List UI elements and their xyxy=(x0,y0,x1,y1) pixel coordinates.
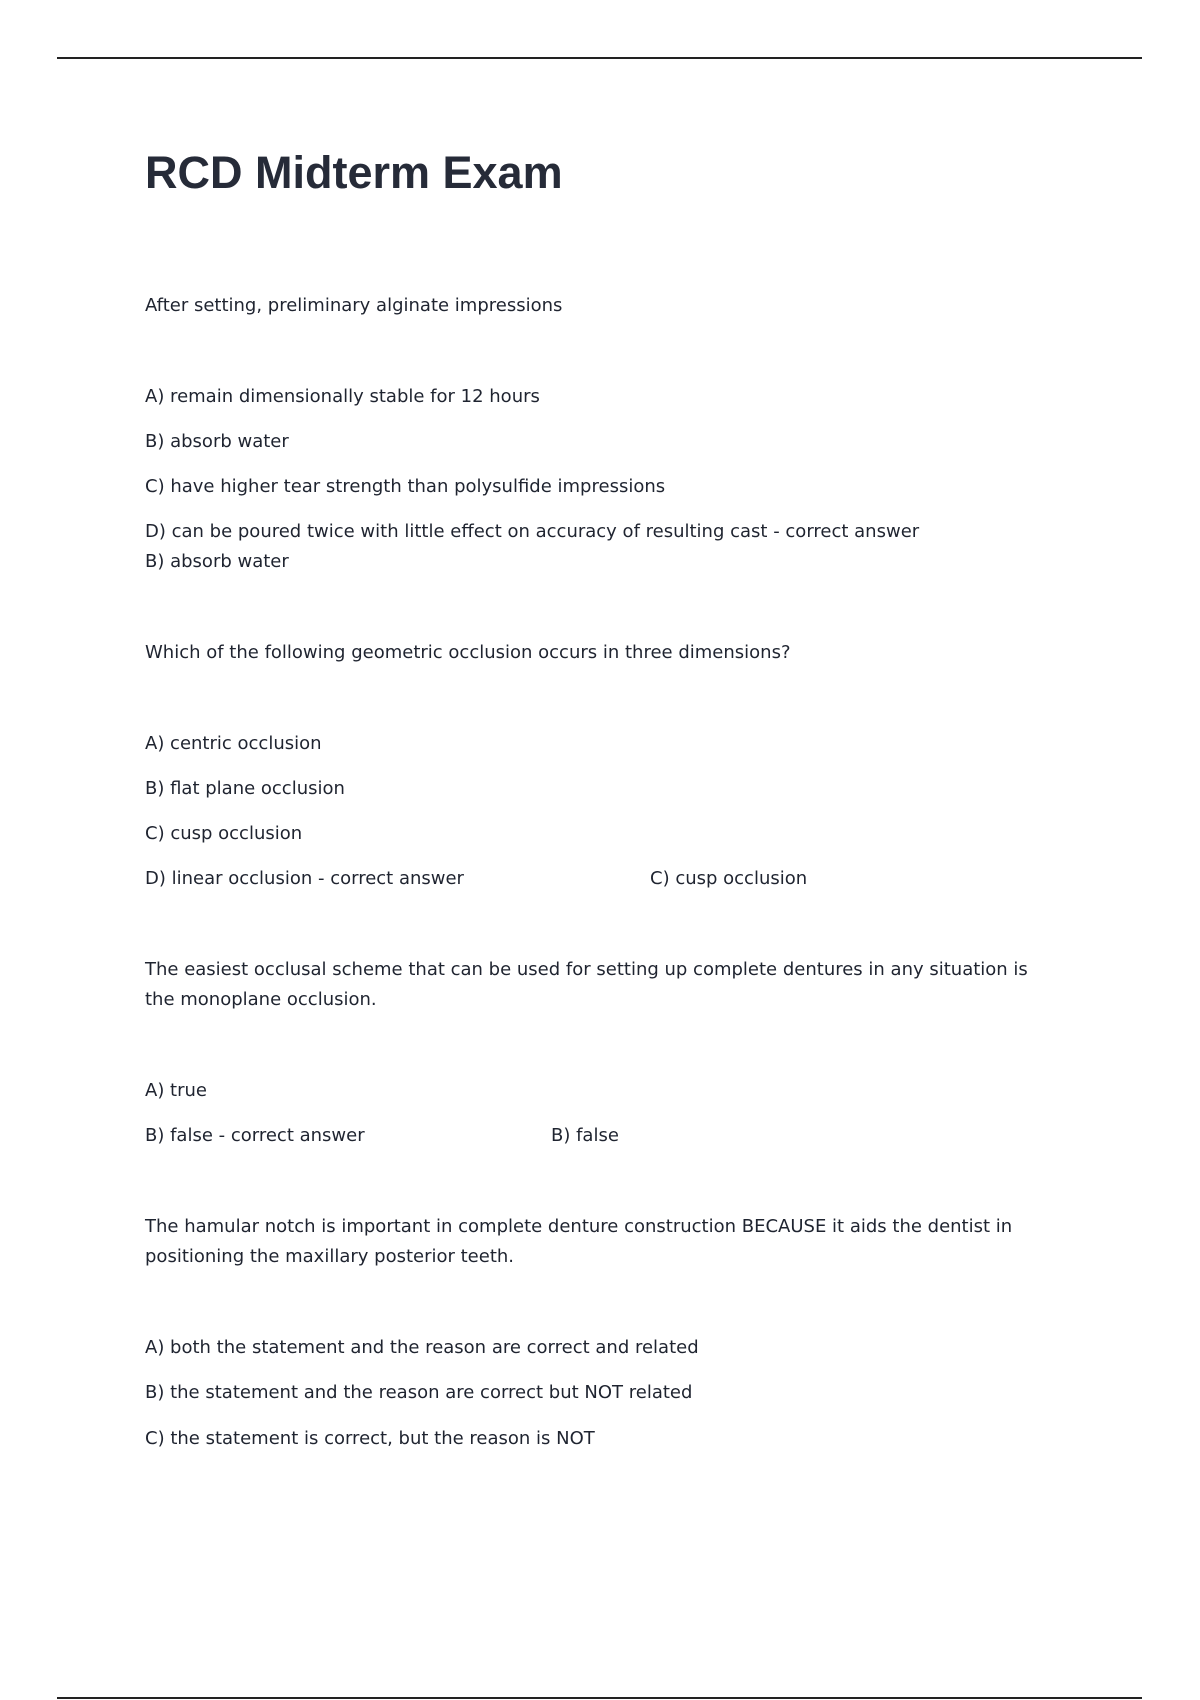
option-d: D) linear occlusion - correct answer xyxy=(145,868,464,889)
option-c: C) have higher tear strength than polysulfide impressions xyxy=(145,476,666,497)
option-b: B) absorb water xyxy=(145,431,289,452)
option-d: D) can be poured twice with little effect on accuracy of resulting cast - correct answer xyxy=(145,521,920,542)
question-prompt: The hamular notch is important in complete denture construction BECAUSE it aids the dentist in positioning the maxillary posterior teeth. xyxy=(145,1216,1013,1267)
option-a: A) remain dimensionally stable for 12 hours xyxy=(145,386,540,407)
option-a: A) true xyxy=(145,1080,207,1101)
page-title: RCD Midterm Exam xyxy=(145,147,563,198)
top-divider xyxy=(57,57,1142,59)
answer-text: B) absorb water xyxy=(145,551,289,572)
bottom-divider xyxy=(57,1697,1142,1699)
question-prompt: The easiest occlusal scheme that can be used for setting up complete dentures in any situation is the monoplane occlusion. xyxy=(145,959,1028,1010)
option-b: B) false - correct answer xyxy=(145,1125,365,1146)
answer-text: B) false xyxy=(551,1125,619,1146)
question-prompt: Which of the following geometric occlusion occurs in three dimensions? xyxy=(145,642,791,663)
option-b: B) the statement and the reason are correct but NOT related xyxy=(145,1382,693,1403)
question-prompt: After setting, preliminary alginate impressions xyxy=(145,295,563,316)
answer-text: C) cusp occlusion xyxy=(650,868,808,889)
option-a: A) centric occlusion xyxy=(145,733,322,754)
option-a: A) both the statement and the reason are correct and related xyxy=(145,1337,699,1358)
option-b: B) flat plane occlusion xyxy=(145,778,345,799)
option-c: C) cusp occlusion xyxy=(145,823,303,844)
option-c: C) the statement is correct, but the reason is NOT xyxy=(145,1428,595,1449)
